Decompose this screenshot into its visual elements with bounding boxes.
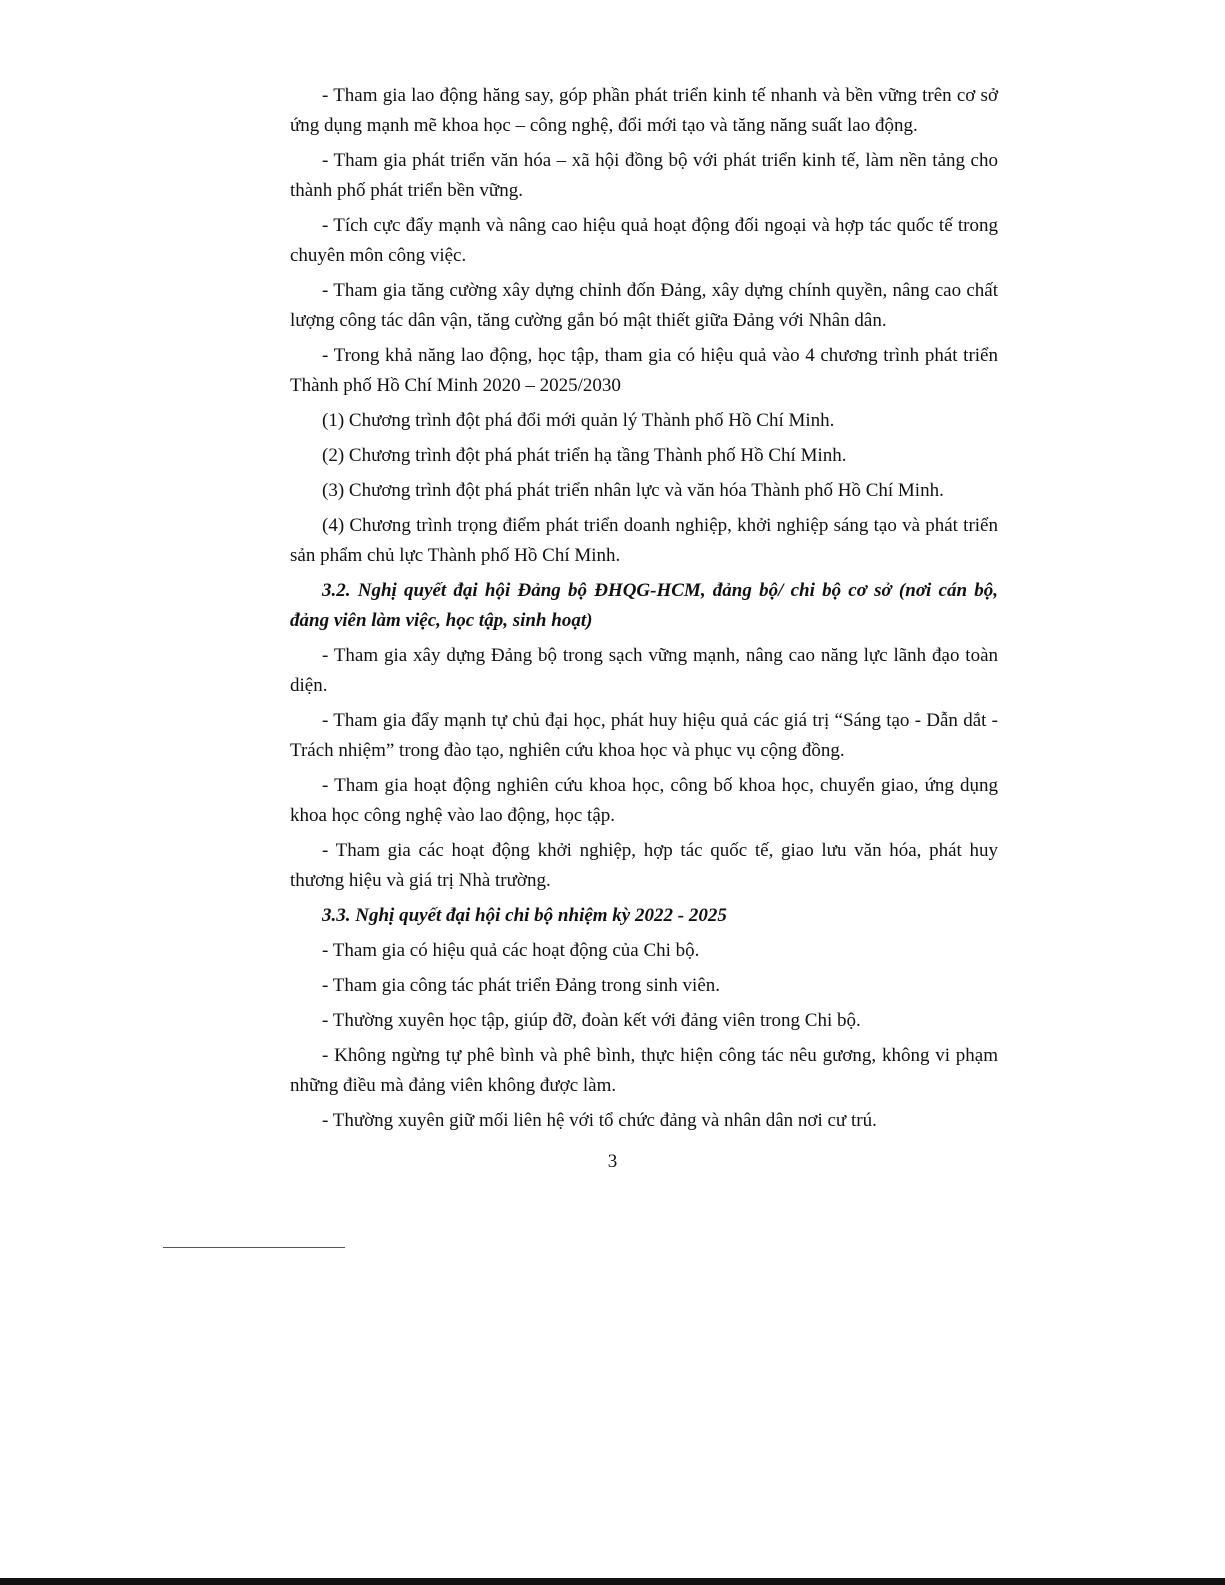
paragraph: - Thường xuyên học tập, giúp đỡ, đoàn kết với đảng viên trong Chi bộ. xyxy=(322,1010,861,1031)
document-body xyxy=(290,81,998,1141)
paragraph: - Tham gia hoạt động nghiên cứu khoa học, công bố khoa học, chuyển giao, ứng dụng khoa học công nghệ vào lao động, học tập. xyxy=(290,775,998,826)
paragraph: - Tham gia có hiệu quả các hoạt động của Chi bộ. xyxy=(322,940,700,961)
paragraph: - Không ngừng tự phê bình và phê bình, thực hiện công tác nêu gương, không vi phạm những điều mà đảng viên không được làm. xyxy=(290,1045,998,1096)
paragraph: - Tham gia các hoạt động khởi nghiệp, hợp tác quốc tế, giao lưu văn hóa, phát huy thương hiệu và giá trị Nhà trường. xyxy=(290,840,998,891)
program-item: (3) Chương trình đột phá phát triển nhân lực và văn hóa Thành phố Hồ Chí Minh. xyxy=(322,480,944,501)
paragraph: - Tham gia phát triển văn hóa – xã hội đồng bộ với phát triển kinh tế, làm nền tảng cho thành phố phát triển bền vững. xyxy=(290,150,998,201)
section-heading-3-3: 3.3. Nghị quyết đại hội chi bộ nhiệm kỳ 2022 - 2025 xyxy=(322,905,727,926)
paragraph: - Tham gia tăng cường xây dựng chỉnh đốn Đảng, xây dựng chính quyền, nâng cao chất lượng công tác dân vận, tăng cường gắn bó mật thiết giữa Đảng với Nhân dân. xyxy=(290,280,998,331)
paragraph: - Tham gia đẩy mạnh tự chủ đại học, phát huy hiệu quả các giá trị “Sáng tạo - Dẫn dắt - Trách nhiệm” trong đào tạo, nghiên cứu khoa học và phục vụ cộng đồng. xyxy=(290,710,998,761)
paragraph: - Tham gia lao động hăng say, góp phần phát triển kinh tế nhanh và bền vững trên cơ sở ứng dụng mạnh mẽ khoa học – công nghệ, đổi mới tạo và tăng năng suất lao động. xyxy=(290,85,998,136)
paragraph: - Tham gia công tác phát triển Đảng trong sinh viên. xyxy=(322,975,721,996)
program-item: (4) Chương trình trọng điểm phát triển doanh nghiệp, khởi nghiệp sáng tạo và phát triển sản phẩm chủ lực Thành phố Hồ Chí Minh. xyxy=(290,515,998,566)
program-item: (2) Chương trình đột phá phát triển hạ tầng Thành phố Hồ Chí Minh. xyxy=(322,445,847,466)
page-bottom-edge xyxy=(0,1578,1225,1585)
page-number: 3 xyxy=(607,1151,618,1172)
footnote-separator xyxy=(163,1247,345,1248)
program-item: (1) Chương trình đột phá đổi mới quản lý Thành phố Hồ Chí Minh. xyxy=(322,410,835,431)
paragraph: - Tích cực đẩy mạnh và nâng cao hiệu quả hoạt động đối ngoại và hợp tác quốc tế trong chuyên môn công việc. xyxy=(290,215,998,266)
paragraph: - Thường xuyên giữ mối liên hệ với tổ chức đảng và nhân dân nơi cư trú. xyxy=(322,1110,877,1131)
section-heading-3-2: 3.2. Nghị quyết đại hội Đảng bộ ĐHQG-HCM, đảng bộ/ chi bộ cơ sở (nơi cán bộ, đảng viên làm việc, học tập, sinh hoạt) xyxy=(290,580,998,631)
paragraph: - Tham gia xây dựng Đảng bộ trong sạch vững mạnh, nâng cao năng lực lãnh đạo toàn diện. xyxy=(290,645,998,696)
paragraph: - Trong khả năng lao động, học tập, tham gia có hiệu quả vào 4 chương trình phát triển Thành phố Hồ Chí Minh 2020 – 2025/2030 xyxy=(290,345,998,396)
